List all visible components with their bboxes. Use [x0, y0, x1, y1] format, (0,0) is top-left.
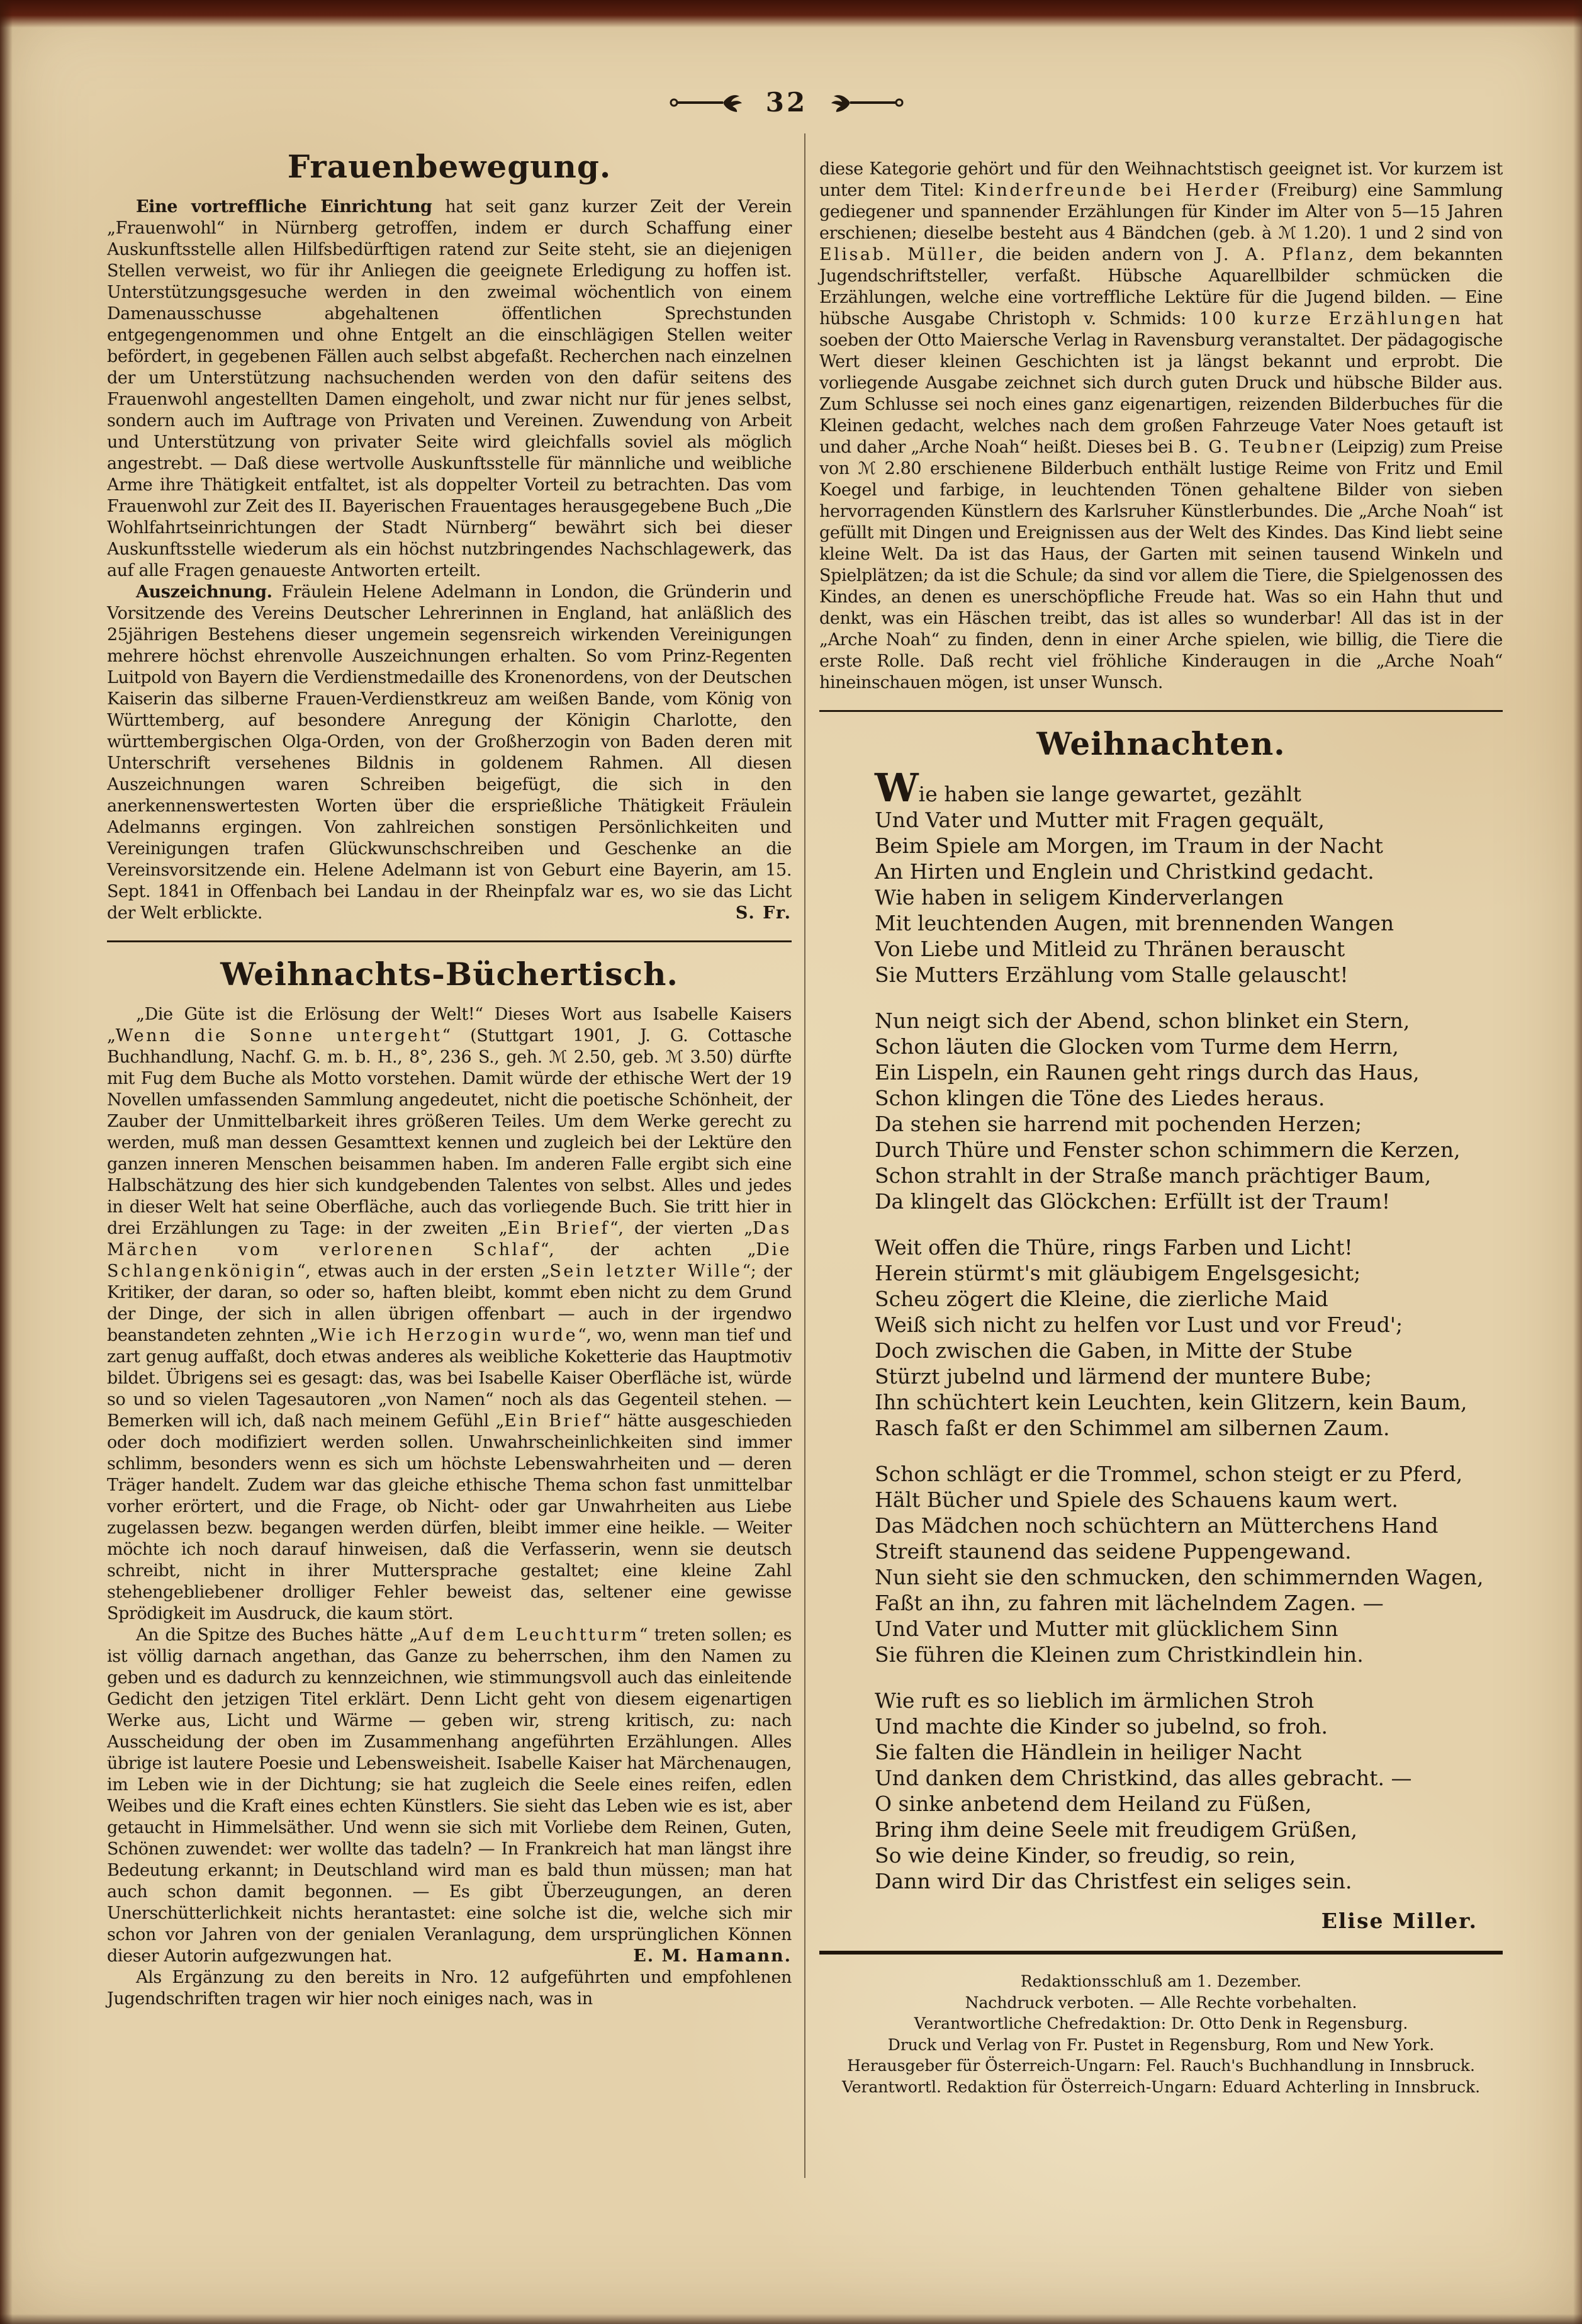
poem-line: O sinke anbetend dem Heiland zu Füßen, — [875, 1791, 1312, 1816]
poem-line: Wie ruft es so lieblich im ärmlichen Stroh — [875, 1688, 1315, 1713]
page-left-edge — [0, 0, 13, 2324]
drop-cap: W — [875, 765, 919, 811]
section-rule — [819, 710, 1503, 712]
poem-line: Faßt an ihn, zu fahren mit lächelndem Zagen. — — [875, 1591, 1384, 1615]
left-column — [107, 149, 792, 2010]
poem-line: Da klingelt das Glöckchen: Erfüllt ist der Traum! — [875, 1189, 1391, 1214]
poem-line: Sie falten die Händlein in heiliger Nacht — [875, 1740, 1302, 1764]
body-text: Fräulein Helene Adelmann in London, die Gründerin und Vorsitzende des Vereins Deutscher Lehrerinnen in England, hat anläßlich des 25jährigen Bestehens dieser ungemein segensreich wirkenden Vereinigungen mehrere höchst ehrenvolle Auszeichnungen erhalten. So vom Prinz-Regenten Luitpold von Bayern die Verdienstmedaille des Kronenordens, von der Deutschen Kaiserin das silberne Frauen-Verdienstkreuz am weißen Bande, vom König von Württemberg, auf besondere Anregung der Königin Charlotte, den württembergischen Olga-Orden, von der Großherzogin von Baden deren mit Unterschrift versehenes Bildnis in goldenem Rahmen. All diesen Auszeichnungen waren Schreiben beigefügt, die sich in den anerkennenswertesten Worten über die ersprießliche Thätigkeit Fräulein Adelmanns ergingen. Von zahlreichen sonstigen Persönlichkeiten und Vereinigungen trafen Glückwunschschreiben und Geschenke an die Vereinsvorsitzende ein. Helene Adelmann ist von Geburt eine Bayerin, am 15. Sept. 1841 in Offenbach bei Landau in der Rheinpfalz war es, wo sie das Licht der Welt erblickte. — [107, 582, 792, 923]
ornament-left-icon — [669, 91, 744, 114]
poem-author-signature: Elise Miller. — [1321, 1909, 1478, 1933]
poem-line: Weiß sich nicht zu helfen vor Lust und vor Freud'; — [875, 1312, 1403, 1337]
poem-line: Schon strahlt in der Straße manch prächtiger Baum, — [875, 1163, 1432, 1188]
body-text: hat seit ganz kurzer Zeit der Verein „Frauenwohl“ in Nürnberg getroffen, indem er durch Schaffung einer Auskunftsstelle allen Hilfsbedürftigen ratend zur Seite steht, sie an diejenigen Stellen verweist, wo für ihr Anliegen die geeignete Erledigung zu hoffen ist. Unterstützungsgesuche werden in den zweimal wöchentlich von einem Damenausschusse abgehaltenen öffentlichen Sprechstunden entgegengenommen und ohne Entgelt an die einschlägigen Stellen weiter befördert, in gegebenen Fällen auch selbst abgefaßt. Recherchen nach einzelnen der um Unterstützung nachsuchenden werden von den dafür seitens des Frauenwohl angestellten Damen eingeholt, und zwar nicht nur für jenes selbst, sondern auch im Auftrage von Privaten und Vereinen. Zuwendung von Arbeit und Unterstützung von privater Seite wird gleichfalls soviel als möglich angestrebt. — Daß diese wertvolle Auskunftsstelle für männliche und weibliche Arme ihre Thätigkeit entfaltet, ist als doppelter Vorteil zu betrachten. Das vom Frauenwohl zur Zeit des II. Bayerischen Frauentages herausgegebene Buch „Die Wohlfahrtseinrichtungen der Stadt Nürnberg“ bewährt sich bei dieser Auskunftsstelle wiederum als ein höchst nutzbringendes Nachschlagewerk, das auf alle Fragen genaueste Antworten erteilt. — [107, 197, 792, 580]
emphasized-title-text: Sein letzter Wille — [549, 1261, 743, 1281]
author-signature: S. Fr. — [735, 903, 792, 923]
poem-line: Streift staunend das seidene Puppengewand. — [875, 1539, 1352, 1564]
poem-line: Das Mädchen noch schüchtern an Mütterchens Hand — [875, 1513, 1439, 1538]
emphasized-title-text: Ein Brief — [504, 1411, 602, 1431]
body-text: “ treten sollen; es ist völlig darnach angethan, das Ganze zu beherrschen, ihm den Namen zu geben und es dadurch zu kennzeichnen, wie stimmungsvoll auch das einleitende Gedicht den jetzigen Titel erklärt. Denn Licht geht von diesem eigenartigen Werke aus, Licht und Wärme — geben wir, streng kritisch, zu: nach Ausscheidung der oben im Zusammenhang angeführten Erzählungen. Alles übrige ist lautere Poesie und Lebensweisheit. Isabelle Kaiser hat Märchenaugen, im Leben wie in der Dichtung; sie hat zugleich die Seele eines reifen, edlen Weibes und die Kraft eines echten Künstlers. Sie sieht das Leben wie es ist, aber getaucht in Himmelsäther. Und wenn sie sich mit Vorliebe dem Reinen, Guten, Schönen zuwendet: wer wollte das tadeln? — In Frankreich hat man längst ihre Bedeutung erkannt; in Deutschland wird man es bald thun müssen; man hat auch schon damit begonnen. — Es gibt Überzeugungen, an deren Unerschütterlichkeit nichts herantastet: eine solche ist die, welche sich mir schon vor Jahren von der genialen Veranlagung, dem ursprünglichen Können dieser Autorin aufgezwungen hat. — [107, 1625, 792, 1966]
body-text: “, wo, wenn man tief und zart genug auffaßt, doch etwas anderes als weibliche Koketterie das Hauptmotiv bildet. Übrigens sei es gesagt: das, was bei Isabelle Kaiser Oberfläche ist, würde so und so vielen Tagesautoren „von Namen“ noch als das Gegenteil stehen. — Bemerken will ich, daß nach meinem Gefühl „ — [107, 1326, 792, 1431]
body-text: “, etwas auch in der ersten „ — [296, 1261, 550, 1281]
body-text: (Leipzig) zum Preise von ℳ 2.80 erschienene Bilderbuch enthält lustige Reime von Fritz und Emil Koegel und farbige, in leuchtenden Tönen gehaltene Bilder von sieben hervorragenden Künstlern des Karlsruher Künstlerbundes. Die „Arche Noah“ ist gefüllt mit Dingen und Ereignissen aus der Welt des Kindes. Das Kind liebt seine kleine Welt. Da ist das Haus, der Garten mit seinen tausend Winkeln und Spielplätzen; da ist die Schule; da sind vor allem die Tiere, die Spielgenossen des Kindes, an denen es unerschöpfliche Freude hat. Was so ein Hahn thut und denkt, was ein Häschen treibt, das ist alles so wunderbar! All das ist in der „Arche Noah“ zu finden, denn in einer Arche spielen, wie billig, die Tiere die erste Rolle. Daß recht viel fröhliche Kinderaugen in die „Arche Noah“ hineinschauen mögen, ist unser Wunsch. — [819, 437, 1503, 692]
poem-line: Und Vater und Mutter mit glücklichem Sinn — [875, 1616, 1338, 1641]
body-text: An die Spitze des Buches hätte „ — [136, 1625, 418, 1645]
poem-line: Nun neigt sich der Abend, schon blinket ein Stern, — [875, 1008, 1410, 1033]
emphasized-title-text: Kinderfreunde bei Herder — [973, 181, 1261, 200]
page-number: 32 — [765, 87, 808, 118]
poem-stanza — [819, 765, 1503, 988]
imprint-line: Nachdruck verboten. — Alle Rechte vorbehalten. — [965, 1993, 1357, 2012]
body-text: “, der achten „ — [540, 1240, 756, 1260]
section-title: Frauenbewegung. — [287, 148, 612, 185]
emphasized-title-text: Auf dem Leuchtturm — [418, 1625, 639, 1645]
poem-line: Stürzt jubelnd und lärmend der muntere Bube; — [875, 1364, 1372, 1389]
paragraph — [107, 1967, 792, 2010]
body-text: diese Kategorie gehört und für den Weihnachtstisch geeignet ist. Vor kurzem ist unter dem Titel: — [819, 159, 1503, 200]
poem-line: Scheu zögert die Kleine, die zierliche Maid — [875, 1287, 1328, 1311]
page-top-edge — [0, 0, 1582, 28]
emphasized-title-text: Ein Brief — [507, 1219, 610, 1238]
poem-line: Weit offen die Thüre, rings Farben und Licht! — [875, 1235, 1353, 1260]
poem-line: Beim Spiele am Morgen, im Traum in der Nacht — [875, 833, 1383, 858]
page-right-edge — [1573, 0, 1582, 2324]
body-text: “ hätte ausgeschieden oder doch modifiziert werden sollen. Unwahrscheinlichkeiten sind immer schlimm, besonders wenn es sich um höchste Lebenswahrheiten und — deren Träger handelt. Zudem war das gleiche ethische Thema schon fast unmittelbar vorher erörtert, und die Frage, ob Nicht- oder gar Unwahrheiten aus Liebe zugelassen bezw. begangen werden dürfen, bleibt immer eine heikle. — Weiter möchte ich noch darauf hinweisen, daß die Verfasserin, wenn sie deutsch schreibt, nicht in ihrer Muttersprache gestaltet; eine kleine Zahl stehengebliebener drolliger Fehler beweist das, seltener eine gewisse Sprödigkeit im Ausdruck, die kaum stört. — [107, 1411, 792, 1623]
body-text: hat soeben der Otto Maiersche Verlag in Ravensburg veranstaltet. Der pädagogische Wert dieser kleinen Geschichten ist ja längst bekannt und erprobt. Die vorliegende Ausgabe zeichnet sich durch guten Druck und hübsche Bilder aus. Zum Schlusse sei noch eines ganz eigenartigen, reizenden Bilderbuches für die Kleinen gedacht, welches nach dem großen Fahrzeuge Vater Noes getauft ist und daher „Arche Noah“ heißt. Dieses bei — [819, 309, 1503, 457]
poem-line: Herein stürmt's mit gläubigem Engelsgesicht; — [875, 1261, 1361, 1285]
paragraph — [107, 582, 792, 924]
poem-line: Mit leuchtenden Augen, mit brennenden Wangen — [875, 911, 1394, 935]
body-text: (Freiburg) eine Sammlung gediegener und spannender Erzählungen für Kinder im Alter von 5—15 Jahren erschienen; dieselbe besteht aus 4 Bändchen (geb. à ℳ 1.20). 1 und 2 sind von — [819, 181, 1503, 243]
page-bottom-edge — [0, 2314, 1582, 2324]
emphasized-title-text: Wenn die Sonne untergeht — [115, 1026, 442, 1046]
poem-line: Rasch faßt er den Schimmel am silbernen Zaum. — [875, 1416, 1390, 1440]
emphasized-title-text: Elisab. Müller — [819, 245, 979, 264]
poem-line: Schon schlägt er die Trommel, schon steigt er zu Pferd, — [875, 1462, 1463, 1486]
emphasized-title-text: Die Schlangenkönigin — [107, 1240, 792, 1281]
body-text: “; der Kritiker, der daran, so oder so, haften bleibt, kommt eben nicht zu dem Grund der Dinge, der sich in allen übrigen offenbart — auch in der irgendwo beanstandeten zehnten „ — [107, 1261, 792, 1345]
body-text: , die beiden andern von — [978, 245, 1216, 264]
poem-line: So wie deine Kinder, so freudig, so rein, — [875, 1843, 1296, 1868]
page-header — [642, 87, 931, 118]
emphasized-title-text: 100 kurze Erzählungen — [1199, 309, 1463, 329]
poem-line: Nun sieht sie den schmucken, den schimmernden Wagen, — [875, 1565, 1484, 1589]
ornament-right-icon — [829, 91, 904, 114]
poem-line: An Hirten und Englein und Christkind gedacht. — [875, 859, 1374, 884]
imprint-line: Redaktionsschluß am 1. Dezember. — [1020, 1972, 1302, 1990]
section-title: Weihnachts-Büchertisch. — [220, 956, 678, 993]
poem-line: Und Vater und Mutter mit Fragen gequält, — [875, 808, 1325, 832]
poem-line: Da stehen sie harrend mit pochenden Herzen; — [875, 1112, 1362, 1136]
poem-line: Ihn schüchtert kein Leuchten, kein Glitzern, kein Baum, — [875, 1390, 1467, 1414]
poem-stanza — [819, 1688, 1503, 1894]
emphasized-title-text: J. A. Pflanz — [1215, 245, 1349, 264]
paragraph — [107, 1625, 792, 1967]
poem-line: Von Liebe und Mitleid zu Thränen berauscht — [875, 937, 1345, 961]
author-signature: E. M. Hamann. — [633, 1946, 792, 1966]
paragraph — [107, 1004, 792, 1625]
poem-stanza — [819, 1234, 1503, 1441]
poem-line: Doch zwischen die Gaben, in Mitte der Stube — [875, 1338, 1353, 1363]
lead-in-text: Auszeichnung. — [136, 582, 272, 602]
section-rule — [819, 1951, 1503, 1955]
poem-stanza — [819, 1461, 1503, 1667]
column-divider — [804, 133, 805, 2178]
poem-stanza — [819, 1008, 1503, 1214]
body-text: , dem bekannten Jugendschriftsteller, verfaßt. Hübsche Aquarellbilder schmücken die Erzählungen, welche eine vortreffliche Lektüre für die Jugend bilden. — Eine hübsche Ausgabe Christoph v. Schmids: — [819, 245, 1503, 329]
right-column — [819, 159, 1503, 2097]
poem-line: Bring ihm deine Seele mit freudigem Grüßen, — [875, 1817, 1357, 1842]
paragraph — [819, 159, 1503, 694]
imprint-line: Verantwortl. Redaktion für Österreich-Ungarn: Eduard Achterling in Innsbruck. — [841, 2077, 1481, 2096]
emphasized-title-text: Wie ich Herzogin wurde — [318, 1326, 578, 1345]
emphasized-title-text: B. G. Teubner — [1178, 437, 1326, 457]
poem-line: Sie führen die Kleinen zum Christkindlein hin. — [875, 1642, 1364, 1667]
poem-line: Sie Mutters Erzählung vom Stalle gelauscht! — [875, 962, 1349, 987]
body-text: Als Ergänzung zu den bereits in Nro. 12 aufgeführten und empfohlenen Jugendschriften tragen wir hier noch einiges nach, was in — [107, 1968, 792, 2009]
body-text: “, der vierten „ — [609, 1219, 753, 1238]
body-text: “ (Stuttgart 1901, J. G. Cottasche Buchhandlung, Nachf. G. m. b. H., 8°, 236 S., geh. ℳ 2.50, geb. ℳ 3.50) dürfte mit Fug dem Buche als Motto vorstehen. Damit würde der ethische Wert der 19 Novellen umfassenden Sammlung angedeutet, nicht die poetische Schönheit, der Zauber der Unmittelbarkeit ihres größeren Teiles. Um dem Werke gerecht zu werden, muß man dessen Gesamttext kennen und zugleich bei der Lektüre den ganzen inneren Menschen beisammen haben. Im anderen Falle ergibt sich eine Halbschätzung des hier sich kundgebenden Talentes von selbst. Alles und jedes in dieser Welt hat seine Oberfläche, auch das vorliegende Buch. Sie tritt hier in drei Erzählungen zu Tage: in der zweiten „ — [107, 1026, 792, 1238]
section-rule — [107, 940, 792, 942]
poem-line: Dann wird Dir das Christfest ein seliges sein. — [875, 1869, 1352, 1893]
poem-line: Und machte die Kinder so jubelnd, so froh. — [875, 1714, 1328, 1739]
poem-line: Ein Lispeln, ein Raunen geht rings durch das Haus, — [875, 1060, 1420, 1085]
poem-line: Schon klingen die Töne des Liedes heraus. — [875, 1086, 1325, 1110]
poem-line: Durch Thüre und Fenster schon schimmern die Kerzen, — [875, 1137, 1461, 1162]
poem-line: Hält Bücher und Spiele des Schauens kaum wert. — [875, 1487, 1398, 1512]
poem-line: Wie haben sie lange gewartet, gezählt — [875, 765, 1301, 811]
poem-line: Und danken dem Christkind, das alles gebracht. — — [875, 1766, 1412, 1790]
imprint-line: Verantwortliche Chefredaktion: Dr. Otto Denk in Regensburg. — [914, 2014, 1408, 2033]
poem-line: Schon läuten die Glocken vom Turme dem Herrn, — [875, 1034, 1399, 1059]
imprint-block — [819, 1971, 1503, 2097]
imprint-line: Druck und Verlag von Fr. Pustet in Regensburg, Rom und New York. — [887, 2035, 1435, 2054]
lead-in-text: Eine vortreffliche Einrichtung — [136, 197, 432, 217]
emphasized-title-text: Das Märchen vom verlorenen Schlaf — [107, 1219, 792, 1260]
paragraph — [107, 196, 792, 582]
section-title: Weihnachten. — [1036, 725, 1286, 762]
poem-line: Wie haben in seligem Kinderverlangen — [875, 885, 1284, 910]
imprint-line: Herausgeber für Österreich-Ungarn: Fel. Rauch's Buchhandlung in Innsbruck. — [847, 2056, 1475, 2075]
body-text: „Die Güte ist die Erlösung der Welt!“ Dieses Wort aus Isabelle Kaisers „ — [107, 1005, 792, 1046]
